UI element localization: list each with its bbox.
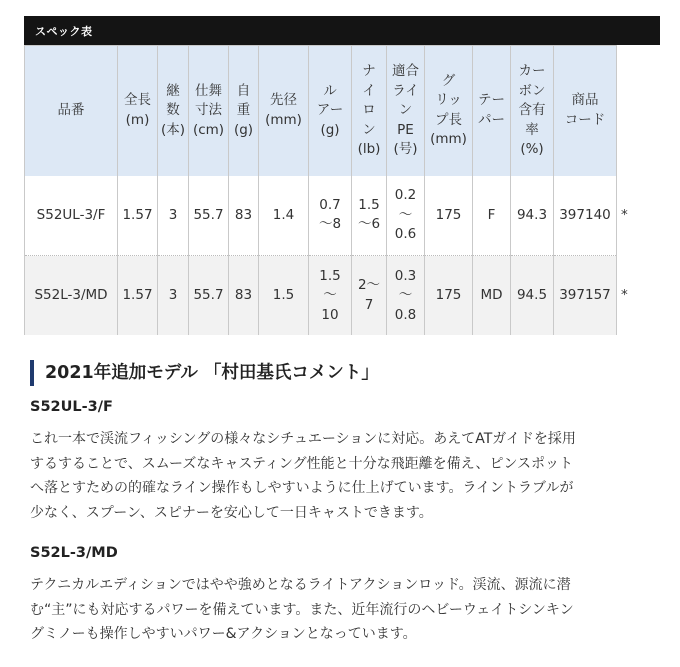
- header-cell: 品番: [25, 46, 118, 176]
- section-heading: 2021年追加モデル 「村田基氏コメント」: [30, 360, 379, 386]
- header-cell: 仕舞 寸法 (cm): [189, 46, 229, 176]
- spec-header-row: [25, 46, 661, 176]
- header-cell: 自 重 (g): [229, 46, 259, 176]
- header-cell: ナ イ ロ ン (lb): [352, 46, 387, 176]
- header-cell: 継 数 (本): [158, 46, 189, 176]
- header-cell: 適合 ライ ン PE (号): [387, 46, 425, 176]
- table-cell: 1.57: [118, 176, 158, 256]
- table-cell: 55.7: [189, 176, 229, 256]
- table-cell: 94.5: [511, 256, 554, 336]
- table-cell-code: 397157: [554, 256, 617, 336]
- table-cell: 3: [158, 176, 189, 256]
- table-cell: 2～ 7: [352, 256, 387, 336]
- table-cell: F: [473, 176, 511, 256]
- table-row: [25, 256, 661, 336]
- table-cell: 0.3 ～ 0.8: [387, 256, 425, 336]
- table-cell: 1.5 ～ 10: [309, 256, 352, 336]
- table-cell: 83: [229, 256, 259, 336]
- header-cell-empty: [617, 46, 661, 176]
- spec-table-title: スペック表: [24, 16, 660, 45]
- table-cell-note: *: [617, 256, 661, 336]
- table-cell: 94.3: [511, 176, 554, 256]
- table-cell: 0.2 ～ 0.6: [387, 176, 425, 256]
- table-cell: 1.4: [259, 176, 309, 256]
- header-cell: ル アー (g): [309, 46, 352, 176]
- model-name-heading: S52L-3/MD: [30, 545, 118, 561]
- table-cell: 1.5 ～6: [352, 176, 387, 256]
- model-comment: これ一本で渓流フィッシングの様々なシチュエーションに対応。あえてATガイドを採用 するすることで、スムーズなキャスティング性能と十分な飛距離を備え、ピンスポット へ落とすための的確なライン操作もしやすいように仕上げています。ライントラブルが 少なく、スプーン、スピナーを安心して一日キャストできます。: [30, 431, 576, 521]
- table-cell-note: *: [617, 176, 661, 256]
- table-cell: 1.5: [259, 256, 309, 336]
- model-comment: テクニカルエディションではやや強めとなるライトアクションロッド。渓流、源流に潜 む“主”にも対応するパワーを備えています。また、近年流行のヘビーウェイトシンキン グミノーも操作しやすいパワー&アクションとなっています。: [30, 577, 574, 642]
- header-cell: 商品 コード: [554, 46, 617, 176]
- table-cell: 83: [229, 176, 259, 256]
- header-cell: 先径 (mm): [259, 46, 309, 176]
- spec-table: [24, 45, 660, 335]
- table-cell: 175: [425, 256, 473, 336]
- table-cell: 1.57: [118, 256, 158, 336]
- table-cell: 55.7: [189, 256, 229, 336]
- table-cell: 0.7 ～8: [309, 176, 352, 256]
- table-cell: 3: [158, 256, 189, 336]
- model-name-heading: S52UL-3/F: [30, 399, 113, 415]
- header-cell: カー ボン 含有 率 (%): [511, 46, 554, 176]
- table-cell: MD: [473, 256, 511, 336]
- table-cell-code: 397140: [554, 176, 617, 256]
- header-cell: テー パー: [473, 46, 511, 176]
- table-cell: 175: [425, 176, 473, 256]
- header-cell: 全長 (m): [118, 46, 158, 176]
- header-cell: グ リッ プ長 (mm): [425, 46, 473, 176]
- table-cell-model: S52UL-3/F: [25, 176, 118, 256]
- table-row: [25, 176, 661, 256]
- spec-table-container: [24, 45, 660, 335]
- table-cell-model: S52L-3/MD: [25, 256, 118, 336]
